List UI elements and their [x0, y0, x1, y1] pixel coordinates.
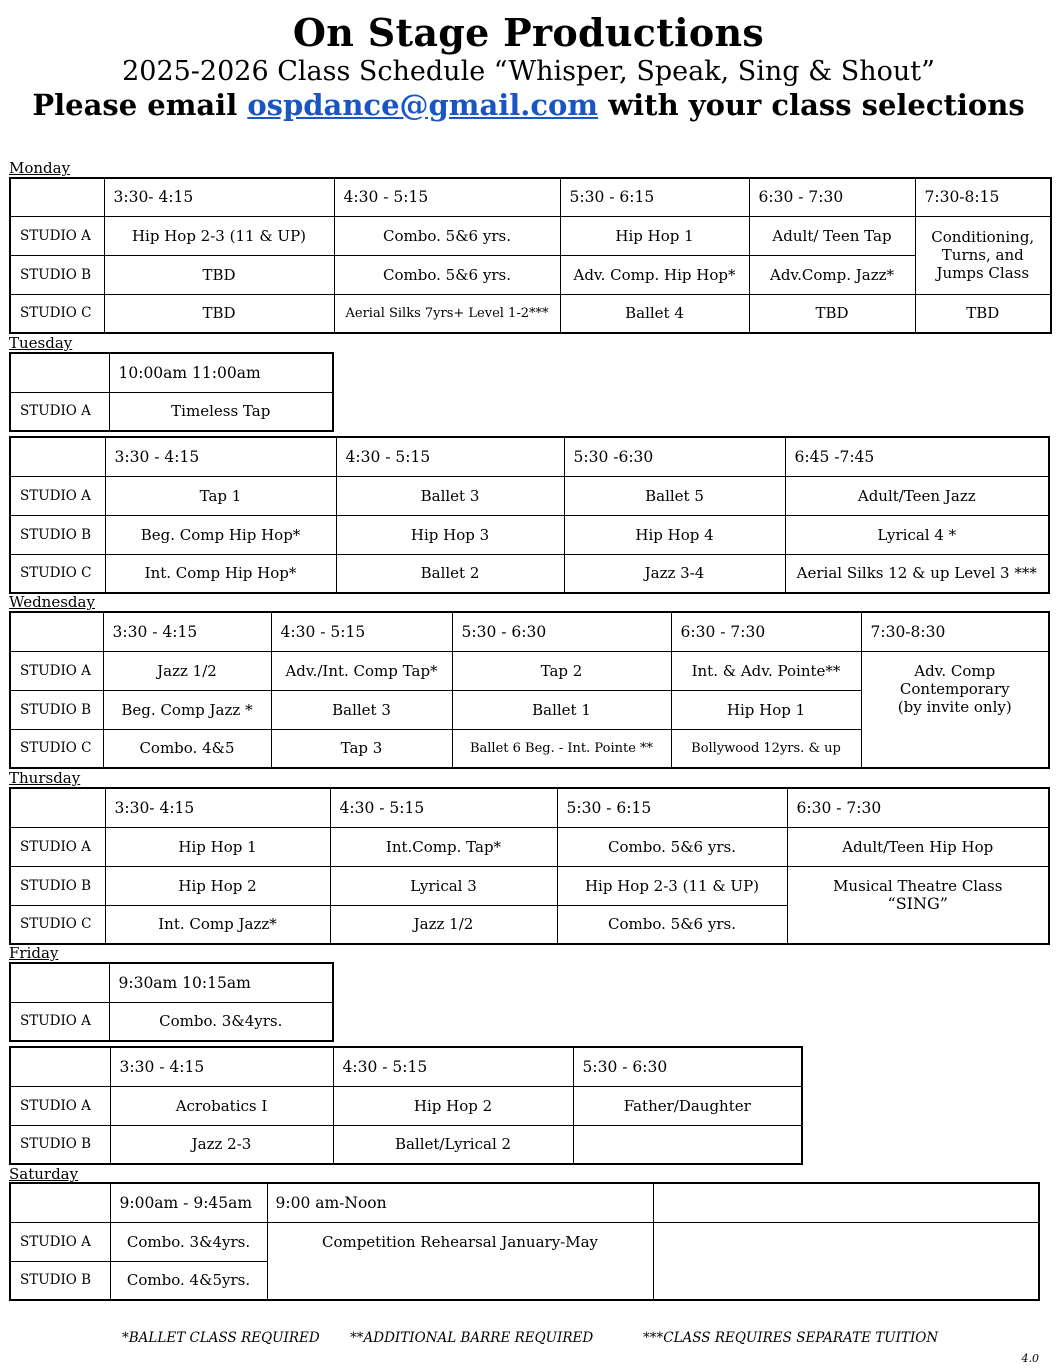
- time-header: 9:30am 10:15am: [109, 963, 333, 1002]
- class-cell: Ballet 2: [336, 554, 564, 593]
- class-cell: Hip Hop 1: [105, 827, 330, 866]
- studio-label: STUDIO A: [10, 216, 104, 255]
- time-header: 3:30 - 4:15: [110, 1047, 333, 1086]
- class-cell: Combo. 5&6 yrs.: [557, 905, 787, 944]
- studio-label: STUDIO C: [10, 294, 104, 333]
- time-header: 5:30 -6:30: [564, 437, 785, 476]
- class-cell: Hip Hop 2-3 (11 & UP): [557, 866, 787, 905]
- corner-cell: [10, 1047, 110, 1086]
- class-cell: Hip Hop 2-3 (11 & UP): [104, 216, 334, 255]
- class-cell: Ballet 3: [271, 690, 452, 729]
- table-row: [10, 437, 1049, 476]
- class-cell: Hip Hop 2: [105, 866, 330, 905]
- studio-label: STUDIO A: [10, 1002, 109, 1041]
- friday-schedule-table: [9, 1046, 803, 1165]
- email-prefix: Please email: [32, 88, 248, 122]
- day-label-tuesday: Tuesday: [9, 334, 73, 352]
- class-cell: Hip Hop 4: [564, 515, 785, 554]
- time-header: 6:30 - 7:30: [787, 788, 1049, 827]
- class-cell-merged: [861, 651, 1049, 768]
- studio-label: STUDIO B: [10, 255, 104, 294]
- table-row: [10, 216, 1051, 255]
- studio-label: STUDIO C: [10, 729, 103, 768]
- email-instruction: [0, 88, 1057, 122]
- class-cell: Ballet 5: [564, 476, 785, 515]
- class-cell: Adv. Comp. Hip Hop*: [560, 255, 749, 294]
- corner-cell: [10, 963, 109, 1002]
- tuesday-morning-table: [9, 352, 334, 432]
- friday-morning-table: [9, 962, 334, 1042]
- class-cell: Combo. 4&5yrs.: [110, 1261, 267, 1300]
- time-header: 3:30- 4:15: [105, 788, 330, 827]
- day-label-saturday: Saturday: [9, 1165, 79, 1183]
- studio-label: STUDIO C: [10, 905, 105, 944]
- empty-cell: [653, 1222, 1039, 1300]
- page-title: On Stage Productions: [292, 10, 765, 55]
- class-cell: Ballet 1: [452, 690, 671, 729]
- time-header: 5:30 - 6:15: [557, 788, 787, 827]
- time-header: 5:30 - 6:15: [560, 178, 749, 216]
- class-cell: Tap 1: [105, 476, 336, 515]
- merged-line: Musical Theatre Class: [833, 876, 1003, 895]
- merged-line: Contemporary: [899, 679, 1010, 698]
- class-cell: Beg. Comp Hip Hop*: [105, 515, 336, 554]
- class-cell: Hip Hop 1: [560, 216, 749, 255]
- wednesday-schedule-table: [9, 611, 1050, 769]
- table-row: [10, 963, 333, 1002]
- time-header: 6:30 - 7:30: [671, 612, 861, 651]
- class-cell: TBD: [915, 294, 1051, 333]
- time-header: 4:30 - 5:15: [330, 788, 557, 827]
- table-row: [10, 515, 1049, 554]
- footnote-tuition: ***CLASS REQUIRES SEPARATE TUITION: [643, 1330, 939, 1346]
- studio-label: STUDIO B: [10, 1125, 110, 1164]
- time-header: 9:00am - 9:45am: [110, 1183, 267, 1222]
- class-cell: Ballet/Lyrical 2: [333, 1125, 573, 1164]
- class-cell: Acrobatics I: [110, 1086, 333, 1125]
- class-cell: Adult/Teen Hip Hop: [787, 827, 1049, 866]
- class-cell: Int. & Adv. Pointe**: [671, 651, 861, 690]
- table-row: [10, 1086, 802, 1125]
- time-header: 3:30 - 4:15: [105, 437, 336, 476]
- table-row: [10, 353, 333, 392]
- table-row: [10, 788, 1049, 827]
- studio-label: STUDIO B: [10, 866, 105, 905]
- class-cell: Hip Hop 2: [333, 1086, 573, 1125]
- merged-line: “SING”: [887, 893, 948, 913]
- day-label-friday: Friday: [9, 944, 59, 962]
- footnote-barre: **ADDITIONAL BARRE REQUIRED: [350, 1330, 594, 1346]
- class-cell: Adult/Teen Jazz: [785, 476, 1049, 515]
- class-cell-merged: [787, 866, 1049, 944]
- class-cell-merged: Competition Rehearsal January-May: [267, 1222, 653, 1300]
- class-cell: Beg. Comp Jazz *: [103, 690, 271, 729]
- day-label-monday: Monday: [9, 159, 71, 177]
- studio-label: STUDIO A: [10, 827, 105, 866]
- table-row: [10, 255, 1051, 294]
- class-cell: Adult/ Teen Tap: [749, 216, 915, 255]
- class-cell: Hip Hop 1: [671, 690, 861, 729]
- class-cell: Lyrical 4 *: [785, 515, 1049, 554]
- studio-label: STUDIO A: [10, 392, 109, 431]
- class-cell: Combo. 4&5: [103, 729, 271, 768]
- class-cell: Jazz 1/2: [103, 651, 271, 690]
- corner-cell: [10, 353, 109, 392]
- studio-label: STUDIO B: [10, 690, 103, 729]
- studio-label: STUDIO B: [10, 515, 105, 554]
- thursday-schedule-table: [9, 787, 1050, 945]
- day-label-wednesday: Wednesday: [9, 593, 95, 611]
- table-row: [10, 612, 1049, 651]
- class-cell: Aerial Silks 7yrs+ Level 1-2***: [334, 294, 560, 333]
- email-link[interactable]: ospdance@gmail.com: [247, 88, 599, 122]
- merged-line: Conditioning,: [931, 228, 1035, 246]
- version-number: 4.0: [1021, 1352, 1039, 1365]
- table-row: [10, 554, 1049, 593]
- studio-label: STUDIO A: [10, 651, 103, 690]
- time-header: 5:30 - 6:30: [452, 612, 671, 651]
- class-cell: Bollywood 12yrs. & up: [671, 729, 861, 768]
- studio-label: STUDIO A: [10, 476, 105, 515]
- class-cell: [573, 1125, 802, 1164]
- table-row: [10, 1125, 802, 1164]
- saturday-schedule-table: [9, 1182, 1040, 1301]
- monday-schedule-table: [9, 177, 1052, 334]
- time-header: 4:30 - 5:15: [336, 437, 564, 476]
- table-row: [10, 294, 1051, 333]
- table-row: [10, 1222, 1039, 1261]
- studio-label: STUDIO B: [10, 1261, 110, 1300]
- class-cell: Ballet 4: [560, 294, 749, 333]
- class-cell: Int. Comp Jazz*: [105, 905, 330, 944]
- class-cell-merged: [915, 216, 1051, 294]
- class-cell: TBD: [104, 294, 334, 333]
- class-cell: Combo. 3&4yrs.: [109, 1002, 333, 1041]
- time-header: 10:00am 11:00am: [109, 353, 333, 392]
- class-cell: TBD: [749, 294, 915, 333]
- class-cell: Timeless Tap: [109, 392, 333, 431]
- email-suffix: with your class selections: [598, 88, 1025, 122]
- corner-cell: [10, 437, 105, 476]
- table-row: [10, 1047, 802, 1086]
- time-header: 5:30 - 6:30: [573, 1047, 802, 1086]
- class-cell: Combo. 5&6 yrs.: [334, 216, 560, 255]
- table-row: [10, 1002, 333, 1041]
- time-header: 4:30 - 5:15: [271, 612, 452, 651]
- class-cell: Hip Hop 3: [336, 515, 564, 554]
- corner-cell: [10, 788, 105, 827]
- class-cell: Tap 2: [452, 651, 671, 690]
- class-cell: Tap 3: [271, 729, 452, 768]
- class-cell: Combo. 5&6 yrs.: [334, 255, 560, 294]
- class-cell: Int.Comp. Tap*: [330, 827, 557, 866]
- table-row: [10, 827, 1049, 866]
- class-cell: Jazz 1/2: [330, 905, 557, 944]
- class-cell: Combo. 3&4yrs.: [110, 1222, 267, 1261]
- time-header: 6:30 - 7:30: [749, 178, 915, 216]
- class-cell: Combo. 5&6 yrs.: [557, 827, 787, 866]
- time-header: 4:30 - 5:15: [333, 1047, 573, 1086]
- class-cell: Adv.Comp. Jazz*: [749, 255, 915, 294]
- table-row: [10, 392, 333, 431]
- class-cell: Jazz 3-4: [564, 554, 785, 593]
- time-header: 9:00 am-Noon: [267, 1183, 653, 1222]
- footnote-ballet: *BALLET CLASS REQUIRED: [122, 1330, 320, 1346]
- time-header: 6:45 -7:45: [785, 437, 1049, 476]
- table-row: [10, 651, 1049, 690]
- studio-label: STUDIO C: [10, 554, 105, 593]
- class-cell: Father/Daughter: [573, 1086, 802, 1125]
- class-cell: Ballet 3: [336, 476, 564, 515]
- table-row: [10, 866, 1049, 905]
- time-header: 3:30 - 4:15: [103, 612, 271, 651]
- empty-header: [653, 1183, 1039, 1222]
- merged-line: Adv. Comp: [914, 661, 996, 680]
- day-label-thursday: Thursday: [9, 769, 81, 787]
- corner-cell: [10, 178, 104, 216]
- class-cell: Ballet 6 Beg. - Int. Pointe **: [452, 729, 671, 768]
- time-header: 4:30 - 5:15: [334, 178, 560, 216]
- class-cell: Aerial Silks 12 & up Level 3 ***: [785, 554, 1049, 593]
- table-row: [10, 1183, 1039, 1222]
- class-cell: Lyrical 3: [330, 866, 557, 905]
- merged-line: Jumps Class: [936, 264, 1030, 282]
- corner-cell: [10, 1183, 110, 1222]
- corner-cell: [10, 612, 103, 651]
- merged-line: Turns, and: [941, 246, 1024, 264]
- studio-label: STUDIO A: [10, 1222, 110, 1261]
- time-header: 7:30-8:15: [915, 178, 1051, 216]
- page-subtitle: 2025-2026 Class Schedule “Whisper, Speak, Sing & Shout”: [122, 56, 935, 87]
- class-cell: Adv./Int. Comp Tap*: [271, 651, 452, 690]
- class-cell: TBD: [104, 255, 334, 294]
- tuesday-schedule-table: [9, 436, 1050, 594]
- studio-label: STUDIO A: [10, 1086, 110, 1125]
- time-header: 3:30- 4:15: [104, 178, 334, 216]
- time-header: 7:30-8:30: [861, 612, 1049, 651]
- table-row: [10, 476, 1049, 515]
- table-row: [10, 178, 1051, 216]
- merged-line: (by invite only): [897, 697, 1012, 716]
- class-cell: Int. Comp Hip Hop*: [105, 554, 336, 593]
- class-cell: Jazz 2-3: [110, 1125, 333, 1164]
